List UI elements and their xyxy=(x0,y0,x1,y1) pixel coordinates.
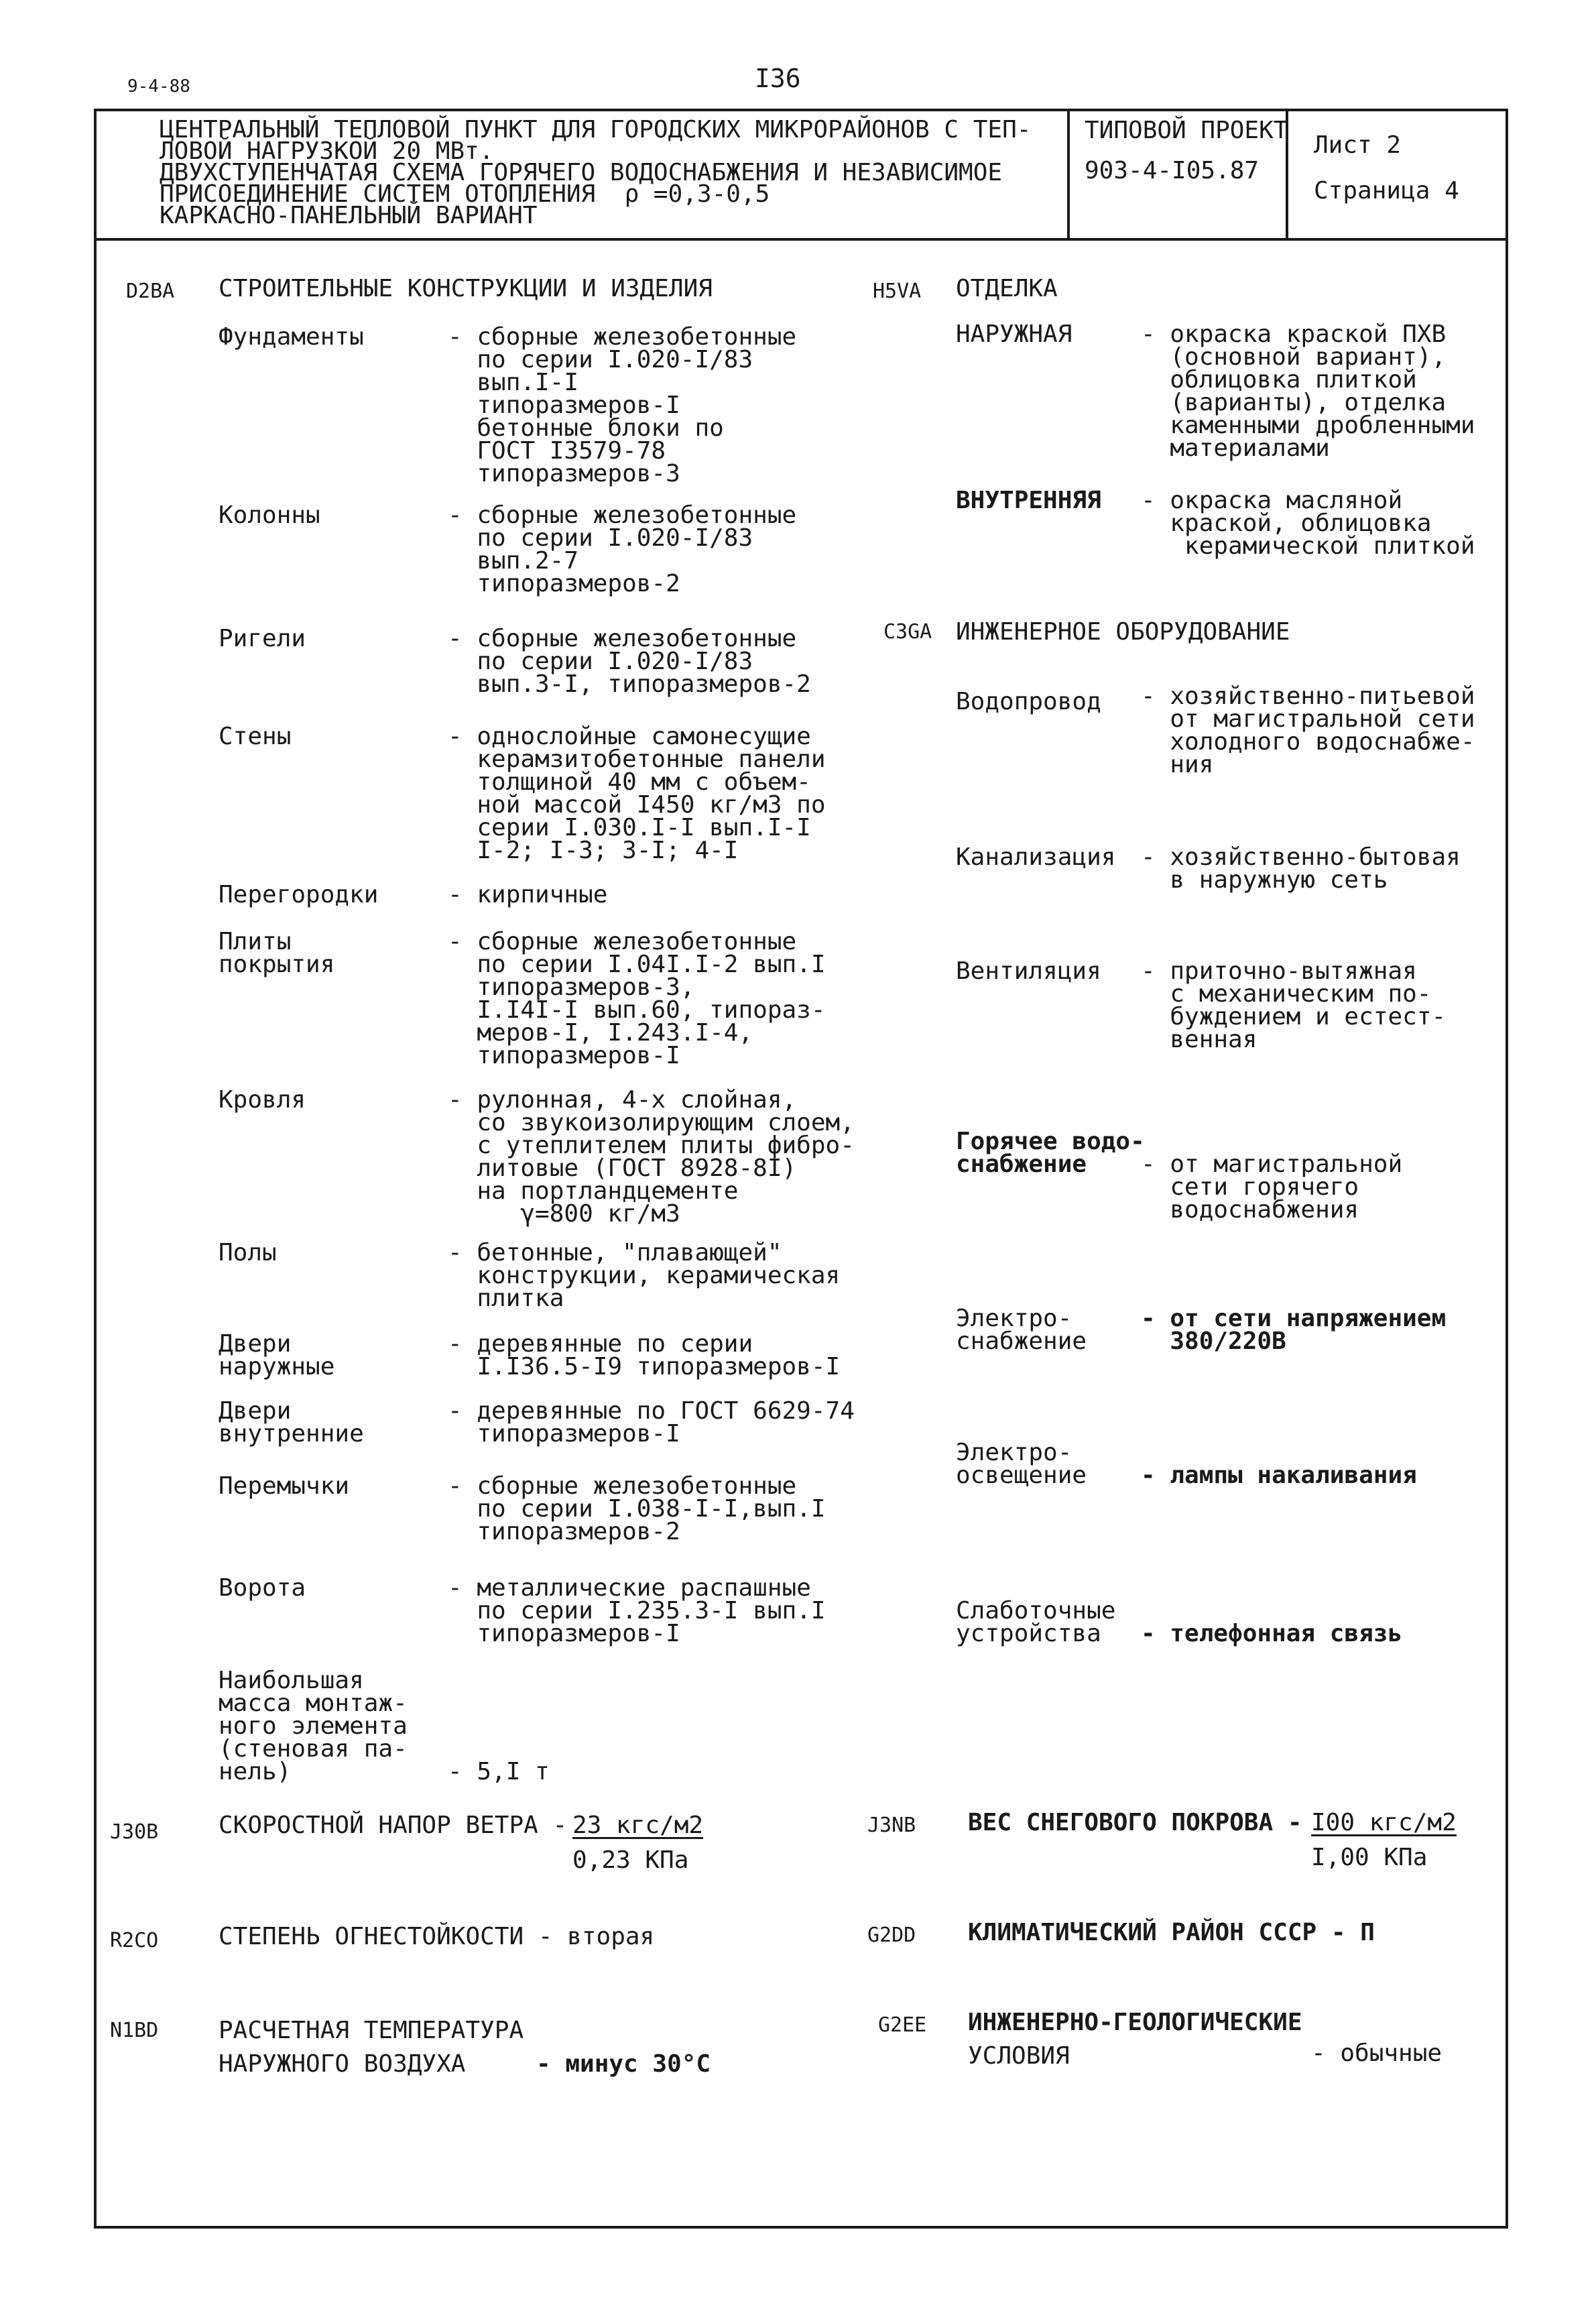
item-value: - телефонная связь xyxy=(1141,1620,1403,1647)
item-value: - рулонная, 4-х слойная, со звукоизолирующим слоем, с утеплителем плиты фибро- литовые (ГОСТ 8928-8I) на портландцементе γ=800 кг/м3 xyxy=(448,1086,855,1228)
section-code: N1BD xyxy=(110,2019,159,2042)
section-code: J3NB xyxy=(867,1814,916,1837)
section-heading: ОТДЕЛКА xyxy=(956,275,1058,302)
item-label: Электро- снабжение xyxy=(956,1305,1087,1355)
item-value: - хозяйственно-бытовая в наружную сеть xyxy=(1141,843,1461,894)
item-label: Перемычки xyxy=(219,1472,350,1500)
sheet-number: Лист 2 xyxy=(1314,131,1402,159)
item-value: - лампы накаливания xyxy=(1141,1462,1417,1489)
section-code: G2DD xyxy=(867,1924,916,1947)
item-label: Стены xyxy=(219,723,292,750)
section-code: R2CO xyxy=(110,1929,159,1952)
item-value: - бетонные, "плавающей" конструкции, керамическая плитка xyxy=(448,1239,841,1312)
section-code: G2EE xyxy=(878,2013,927,2037)
item-label: Слаботочные устройства xyxy=(956,1597,1116,1647)
page-ref: Страница 4 xyxy=(1314,177,1459,204)
item-value: - однослойные самонесущие керамзитобетонные панели толщиной 40 мм с объем- ной массой I450 кг/м3 по серии I.030.I-I вып.I-I I-2; I-3; 3-I; 4-I xyxy=(448,723,826,864)
title-line: ДВУХСТУПЕНЧАТАЯ СХЕМА ГОРЯЧЕГО ВОДОСНАБЖЕНИЯ И НЕЗАВИСИМОЕ xyxy=(160,159,1003,186)
section-code: H5VA xyxy=(873,280,922,303)
item-value: - деревянные по серии I.I36.5-I9 типоразмеров-I xyxy=(448,1330,841,1380)
title-line: ПРИСОЕДИНЕНИЕ СИСТЕМ ОТОПЛЕНИЯ ρ =0,3-0,5 xyxy=(160,180,770,208)
item-label: ВНУТРЕННЯЯ xyxy=(956,487,1101,514)
snow-label: ВЕС СНЕГОВОГО ПОКРОВА - xyxy=(968,1809,1302,1836)
item-value: - окраска краской ПХВ (основной вариант), облицовка плиткой (варианты), отделка каменными дробленными материалами xyxy=(1141,320,1475,462)
title-line: КАРКАСНО-ПАНЕЛЬНЫЙ ВАРИАНТ xyxy=(160,202,538,229)
section-heading: ИНЖЕНЕРНОЕ ОБОРУДОВАНИЕ xyxy=(956,618,1290,646)
title-text xyxy=(160,116,1058,229)
title-line: ЦЕНТРАЛЬНЫЙ ТЕПЛОВОЙ ПУНКТ ДЛЯ ГОРОДСКИХ МИКРОРАЙОНОВ С ТЕП- xyxy=(160,116,1032,143)
project-label: ТИПОВОЙ ПРОЕКТ xyxy=(1085,117,1288,144)
item-value: - сборные железобетонные по серии I.020-I/83 вып.I-I типоразмеров-I бетонные блоки по ГОСТ I3579-78 типоразмеров-3 xyxy=(448,323,797,487)
title-block-divider-1 xyxy=(1067,109,1070,239)
section-code: D2BA xyxy=(126,280,175,303)
fire-resistance: СТЕПЕНЬ ОГНЕСТОЙКОСТИ - вторая xyxy=(219,1923,655,1950)
snow-value-kgs: I00 кгс/м2 xyxy=(1311,1809,1457,1836)
snow-value-kpa: I,00 КПа xyxy=(1311,1844,1428,1871)
geo-line1: ИНЖЕНЕРНО-ГЕОЛОГИЧЕСКИЕ xyxy=(968,2009,1302,2036)
item-label: Кровля xyxy=(219,1086,306,1114)
title-block-bottom-rule xyxy=(94,238,1508,241)
item-value: - деревянные по ГОСТ 6629-74 типоразмеров-I xyxy=(448,1397,855,1447)
climate-region: КЛИМАТИЧЕСКИЙ РАЙОН СССР - П xyxy=(968,1919,1375,1946)
item-value: - окраска масляной краской, облицовка керамической плиткой xyxy=(1141,487,1475,560)
corner-code: 9-4-88 xyxy=(127,76,190,97)
geo-value: - обычные xyxy=(1311,2040,1442,2067)
title-line: ЛОВОЙ НАГРУЗКОЙ 20 МВт. xyxy=(160,137,494,165)
item-label: Полы xyxy=(219,1239,277,1266)
page-number: I36 xyxy=(755,64,801,93)
wind-value-kpa: 0,23 КПа xyxy=(572,1846,689,1874)
item-label: Электро- освещение xyxy=(956,1439,1087,1489)
item-value: - 5,I т xyxy=(448,1758,550,1785)
item-label: Наибольшая масса монтаж- ного элемента (стеновая па- нель) xyxy=(219,1667,408,1785)
item-label: Двери наружные xyxy=(219,1330,335,1380)
item-label: Ригели xyxy=(219,625,306,652)
item-value: - приточно-вытяжная с механическим по- буждением и естест- венная xyxy=(1141,957,1447,1053)
item-label: Канализация xyxy=(956,843,1116,871)
item-label: Плиты покрытия xyxy=(219,928,335,978)
item-label: Фундаменты xyxy=(219,323,364,351)
item-value: - хозяйственно-питьевой от магистральной сети холодного водоснабже- ния xyxy=(1141,683,1475,778)
temp-line2: НАРУЖНОГО ВОЗДУХА xyxy=(219,2050,466,2078)
temp-line1: РАСЧЕТНАЯ ТЕМПЕРАТУРА xyxy=(219,2017,524,2044)
item-label: Двери внутренние xyxy=(219,1397,364,1447)
item-value: - сборные железобетонные по серии I.020-I/83 вып.2-7 типоразмеров-2 xyxy=(448,501,797,597)
item-label: Ворота xyxy=(219,1574,306,1602)
item-label: Водопровод xyxy=(956,688,1101,715)
item-label: Перегородки xyxy=(219,881,379,908)
item-label: Колонны xyxy=(219,501,320,529)
item-value: - металлические распашные по серии I.235.3-I вып.I типоразмеров-I xyxy=(448,1574,826,1647)
section-heading: СТРОИТЕЛЬНЫЕ КОНСТРУКЦИИ И ИЗДЕЛИЯ xyxy=(219,275,713,302)
temp-value: - минус 30°С xyxy=(536,2050,711,2078)
section-code: C3GA xyxy=(883,620,932,644)
item-label: Горячее водо- снабжение xyxy=(956,1128,1145,1178)
section-code: J30B xyxy=(110,1820,159,1844)
item-value: - от магистральной сети горячего водоснабжения xyxy=(1141,1150,1403,1224)
wind-value-kgs: 23 кгс/м2 xyxy=(572,1812,704,1839)
item-value: - кирпичные xyxy=(448,881,608,908)
geo-line2: УСЛОВИЯ xyxy=(968,2042,1070,2070)
item-value: - сборные железобетонные по серии I.038-I-I,вып.I типоразмеров-2 xyxy=(448,1472,826,1545)
item-label: НАРУЖНАЯ xyxy=(956,320,1072,348)
item-label: Вентиляция xyxy=(956,957,1101,985)
wind-label: СКОРОСТНОЙ НАПОР ВЕТРА - xyxy=(219,1812,568,1839)
item-value: - от сети напряжением 380/220В xyxy=(1141,1305,1447,1355)
item-value: - сборные железобетонные по серии I.020-I/83 вып.3-I, типоразмеров-2 xyxy=(448,625,811,698)
item-value: - сборные железобетонные по серии I.04I.I-2 вып.I типоразмеров-3, I.I4I-I вып.60, типораз- меров-I, I.243.I-4, типоразмеров-I xyxy=(448,928,826,1069)
project-number: 903-4-I05.87 xyxy=(1085,157,1260,184)
